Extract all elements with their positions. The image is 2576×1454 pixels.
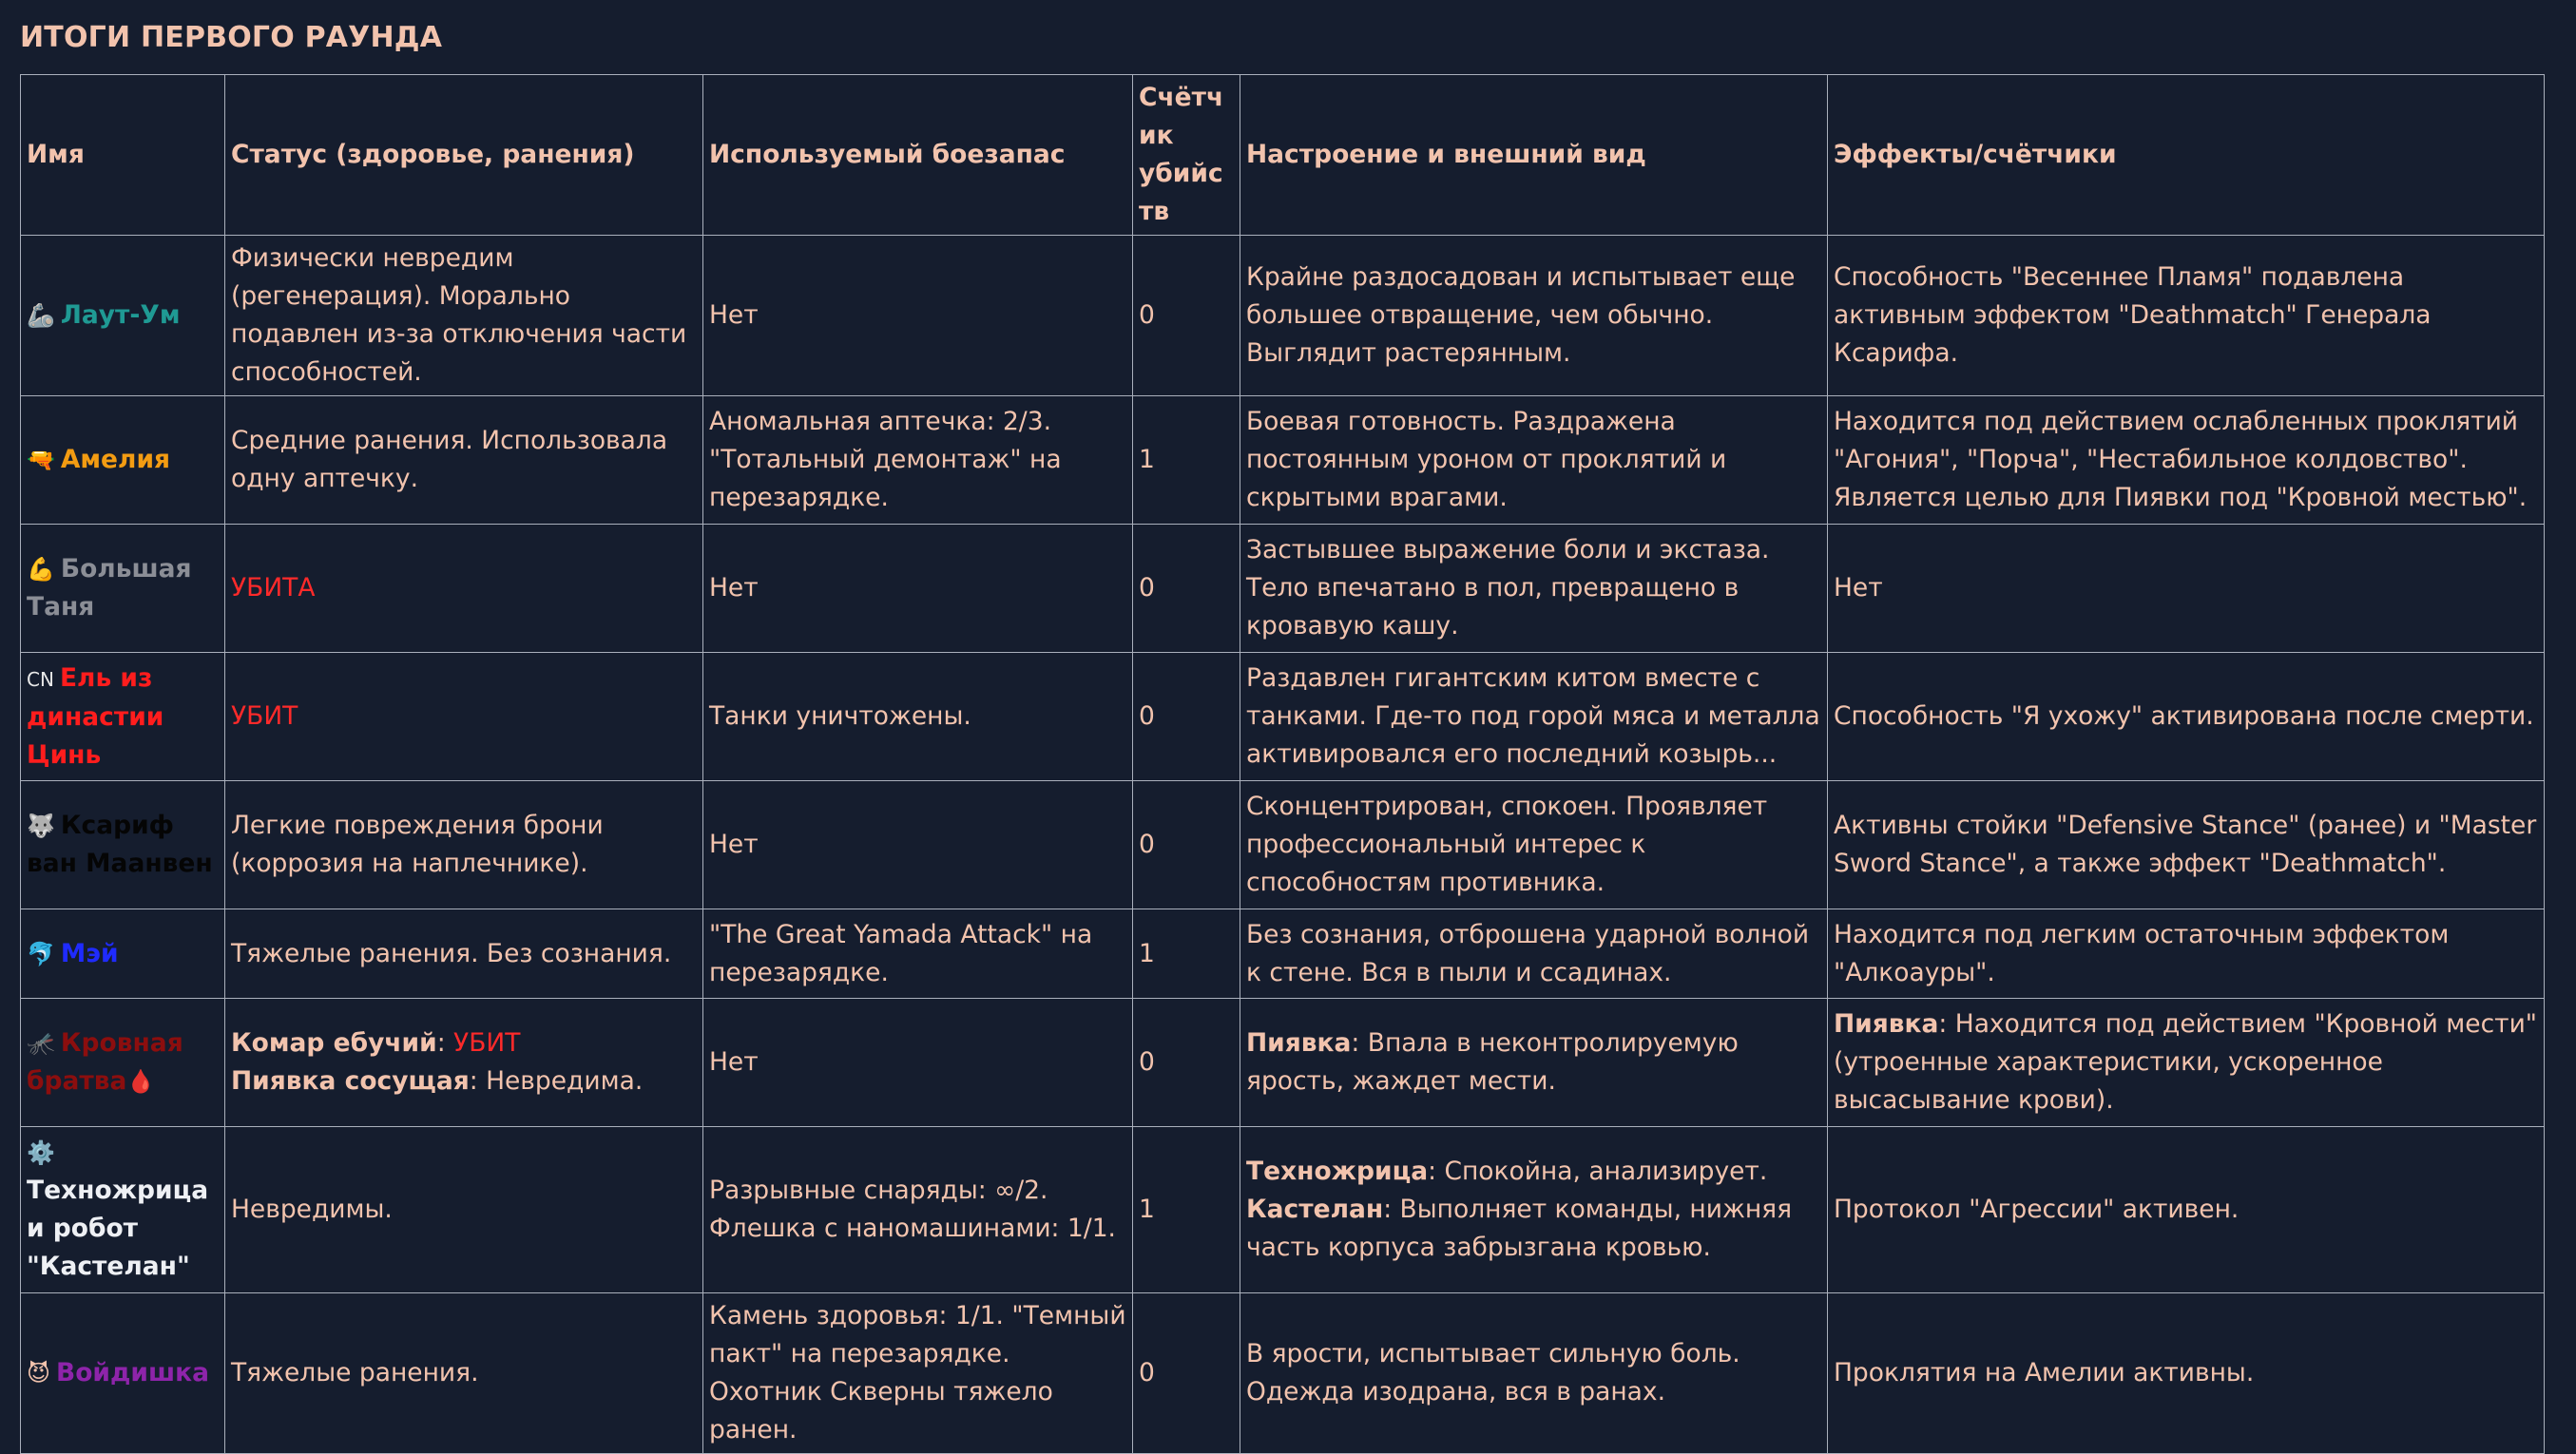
table-row bbox=[21, 236, 2545, 396]
mosquito-icon: 🦟 bbox=[27, 1030, 55, 1057]
sub-character-label: Пиявка bbox=[1834, 1009, 1939, 1039]
sub-character-label: Техножрица bbox=[1246, 1157, 1429, 1186]
cell-ammo: Камень здоровья: 1/1. "Темный пакт" на перезарядке. Охотник Скверны тяжело ранен. bbox=[703, 1293, 1133, 1454]
cell-mood bbox=[1240, 999, 1828, 1127]
cell-status: Невредимы. bbox=[225, 1127, 703, 1293]
mood-value: Спокойна, анализирует. bbox=[1444, 1157, 1768, 1186]
cell-mood: Боевая готовность. Раздражена постоянным уроном от проклятий и скрытыми врагами. bbox=[1240, 396, 1828, 525]
cell-status: Легкие повреждения брони (коррозия на наплечнике). bbox=[225, 781, 703, 909]
dead-status: УБИТ bbox=[453, 1028, 521, 1058]
cell-mood: В ярости, испытывает сильную боль. Одежда изодрана, вся в ранах. bbox=[1240, 1293, 1828, 1454]
cell-effects: Способность "Я ухожу" активирована после смерти. bbox=[1828, 653, 2545, 781]
cell-name bbox=[21, 909, 225, 999]
cell-status bbox=[225, 525, 703, 653]
cell-effects: Находится под легким остаточным эффектом "Алкоауры". bbox=[1828, 909, 2545, 999]
cell-status bbox=[225, 999, 703, 1127]
header-status: Статус (здоровье, ранения) bbox=[225, 75, 703, 236]
table-row bbox=[21, 1127, 2545, 1293]
separator: : bbox=[436, 1028, 454, 1058]
cell-name bbox=[21, 1127, 225, 1293]
cell-name bbox=[21, 396, 225, 525]
page-title: ИТОГИ ПЕРВОГО РАУНДА bbox=[20, 21, 443, 54]
table-row bbox=[21, 999, 2545, 1127]
sub-character-label: Комар ебучий bbox=[231, 1028, 437, 1058]
mood-value: Выполняет команды, нижняя часть корпуса забрызгана кровью. bbox=[1246, 1195, 1793, 1262]
character-name: Ксариф ван Маанвен bbox=[27, 811, 213, 878]
cell-name bbox=[21, 781, 225, 909]
cell-effects: Способность "Весеннее Пламя" подавлена активным эффектом "Deathmatch" Генерала Ксарифа. bbox=[1828, 236, 2545, 396]
header-ammo: Используемый боезапас bbox=[703, 75, 1133, 236]
separator: : bbox=[1351, 1028, 1368, 1058]
effects-value: Находится под действием "Кровной мести" (утроенные характеристики, ускоренное высасывание крови). bbox=[1834, 1009, 2537, 1115]
round-results-table bbox=[20, 74, 2545, 1454]
dead-status: УБИТ bbox=[231, 701, 298, 731]
cell-kills: 0 bbox=[1133, 525, 1240, 653]
china-flag-icon: CN bbox=[27, 667, 54, 691]
cell-status: Тяжелые ранения. Без сознания. bbox=[225, 909, 703, 999]
cell-kills: 0 bbox=[1133, 999, 1240, 1127]
cell-name bbox=[21, 525, 225, 653]
cell-ammo: Разрывные снаряды: ∞/2. Флешка с наномашинами: 1/1. bbox=[703, 1127, 1133, 1293]
cell-kills: 0 bbox=[1133, 781, 1240, 909]
cell-ammo: Нет bbox=[703, 781, 1133, 909]
table-header-row bbox=[21, 75, 2545, 236]
gun-icon: 🔫 bbox=[27, 447, 55, 473]
cell-effects bbox=[1828, 999, 2545, 1127]
cell-effects: Активны стойки "Defensive Stance" (ранее) и "Master Sword Stance", а также эффект "Deathmatch". bbox=[1828, 781, 2545, 909]
header-kills: Счётчик убийств bbox=[1133, 75, 1240, 236]
sub-character-label: Пиявка bbox=[1246, 1028, 1352, 1058]
smiling-devil-icon: 😈 bbox=[27, 1360, 51, 1387]
table-row bbox=[21, 653, 2545, 781]
robot-arm-icon: 🦾 bbox=[27, 302, 55, 329]
separator: : bbox=[1938, 1009, 1955, 1039]
separator: : bbox=[469, 1066, 487, 1096]
cell-kills: 1 bbox=[1133, 396, 1240, 525]
cell-ammo: Нет bbox=[703, 999, 1133, 1127]
character-name: Амелия bbox=[60, 445, 171, 474]
table-row bbox=[21, 1293, 2545, 1454]
cell-effects: Нет bbox=[1828, 525, 2545, 653]
table-row bbox=[21, 396, 2545, 525]
header-effects: Эффекты/счётчики bbox=[1828, 75, 2545, 236]
cell-status bbox=[225, 653, 703, 781]
cell-ammo: Нет bbox=[703, 525, 1133, 653]
table-row bbox=[21, 909, 2545, 999]
cell-status: Тяжелые ранения. bbox=[225, 1293, 703, 1454]
character-name: Большая Таня bbox=[27, 554, 192, 622]
character-name: Ель из династии Цинь bbox=[27, 662, 164, 770]
cell-status: Средние ранения. Использовала одну аптечку. bbox=[225, 396, 703, 525]
cell-effects: Проклятия на Амелии активны. bbox=[1828, 1293, 2545, 1454]
mood-value: Впала в неконтролируемую ярость, жаждет мести. bbox=[1246, 1028, 1739, 1096]
cell-ammo: Аномальная аптечка: 2/3. "Тотальный демонтаж" на перезарядке. bbox=[703, 396, 1133, 525]
character-name: Мэй bbox=[60, 938, 119, 968]
cell-kills: 1 bbox=[1133, 1127, 1240, 1293]
cell-kills: 0 bbox=[1133, 236, 1240, 396]
cell-kills: 0 bbox=[1133, 653, 1240, 781]
header-name: Имя bbox=[21, 75, 225, 236]
cell-ammo: "The Great Yamada Attack" на перезарядке. bbox=[703, 909, 1133, 999]
cell-ammo: Танки уничтожены. bbox=[703, 653, 1133, 781]
character-name: Техножрица и робот "Кастелан" bbox=[27, 1176, 209, 1281]
cell-mood bbox=[1240, 1127, 1828, 1293]
gear-icon: ⚙️ bbox=[27, 1139, 55, 1166]
cell-ammo: Нет bbox=[703, 236, 1133, 396]
separator: : bbox=[1428, 1157, 1445, 1186]
cell-name bbox=[21, 236, 225, 396]
sub-character-label: Кастелан bbox=[1246, 1195, 1384, 1224]
cell-kills: 0 bbox=[1133, 1293, 1240, 1454]
cell-name bbox=[21, 653, 225, 781]
character-name: Войдишка bbox=[56, 1358, 209, 1387]
table-row bbox=[21, 781, 2545, 909]
cell-mood: Сконцентрирован, спокоен. Проявляет профессиональный интерес к способностям противника. bbox=[1240, 781, 1828, 909]
cell-effects: Находится под действием ослабленных проклятий "Агония", "Порча", "Нестабильное колдовство". Является целью для Пиявки под "Кровной местью". bbox=[1828, 396, 2545, 525]
flexed-biceps-icon: 💪 bbox=[27, 556, 55, 583]
header-mood: Настроение и внешний вид bbox=[1240, 75, 1828, 236]
wolf-icon: 🐺 bbox=[27, 813, 55, 839]
character-name: Кровная братва bbox=[27, 1028, 183, 1096]
cell-name bbox=[21, 999, 225, 1127]
character-name: Лаут-Ум bbox=[60, 300, 181, 330]
cell-mood: Без сознания, отброшена ударной волной к стене. Вся в пыли и ссадинах. bbox=[1240, 909, 1828, 999]
cell-status: Физически невредим (регенерация). Морально подавлен из-за отключения части способностей. bbox=[225, 236, 703, 396]
dead-status: УБИТА bbox=[231, 573, 316, 603]
cell-mood: Раздавлен гигантским китом вместе с танками. Где-то под горой мяса и металла активировался его последний козырь... bbox=[1240, 653, 1828, 781]
dolphin-icon: 🐬 bbox=[27, 940, 55, 967]
sub-character-label: Пиявка сосущая bbox=[231, 1066, 470, 1096]
cell-kills: 1 bbox=[1133, 909, 1240, 999]
cell-mood: Крайне раздосадован и испытывает еще большее отвращение, чем обычно. Выглядит растерянным. bbox=[1240, 236, 1828, 396]
cell-mood: Застывшее выражение боли и экстаза. Тело впечатано в пол, превращено в кровавую кашу. bbox=[1240, 525, 1828, 653]
separator: : bbox=[1383, 1195, 1400, 1224]
cell-effects: Протокол "Агрессии" активен. bbox=[1828, 1127, 2545, 1293]
blood-drop-icon: 🩸 bbox=[126, 1068, 156, 1095]
table-row bbox=[21, 525, 2545, 653]
status-value: Невредима. bbox=[486, 1066, 644, 1096]
cell-name bbox=[21, 1293, 225, 1454]
